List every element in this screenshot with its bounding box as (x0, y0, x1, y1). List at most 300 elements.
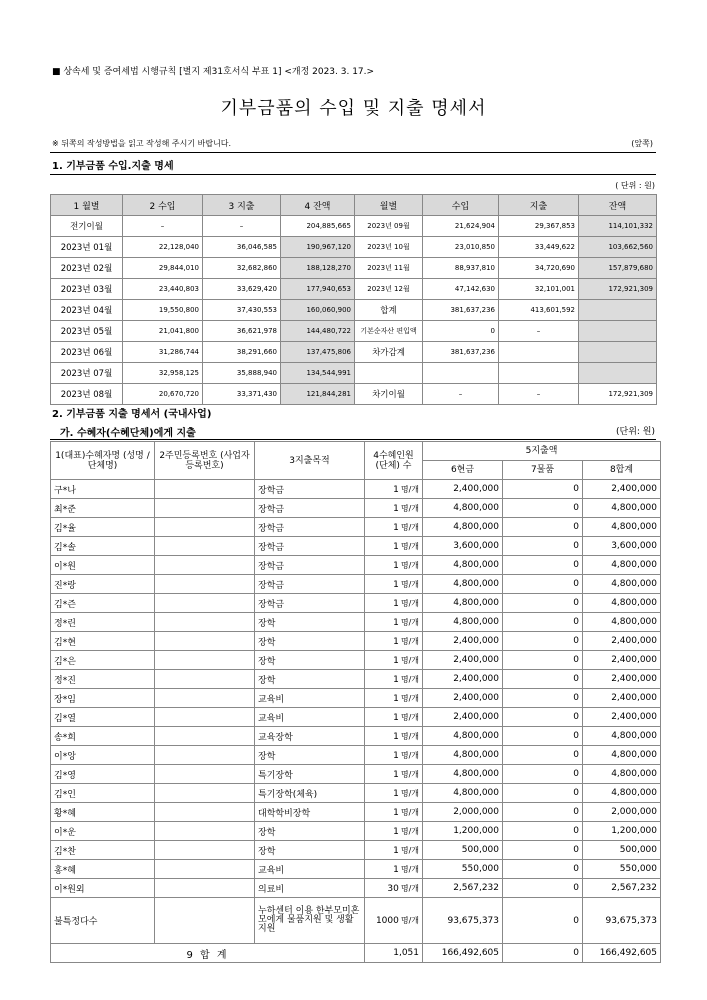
count-unit: 명/개 (400, 788, 419, 798)
table-cell: 불특정다수 (51, 898, 155, 944)
table-cell: 33,371,430 (203, 384, 281, 405)
table-cell: 이*원외 (51, 879, 155, 898)
table-cell: 0 (503, 822, 583, 841)
col-header: 3 지출 (203, 195, 281, 216)
table-cell (579, 342, 657, 363)
table-cell: 장학금 (255, 556, 365, 575)
table-cell: 김*은 (51, 651, 155, 670)
count-value: 1 (393, 484, 399, 495)
table-cell: 31,286,744 (123, 342, 203, 363)
table-cell: 0 (503, 803, 583, 822)
table-cell: 4,800,000 (423, 499, 503, 518)
col-header: 지출 (499, 195, 579, 216)
table-cell: 장학 (255, 632, 365, 651)
table-cell: 4,800,000 (583, 746, 661, 765)
table-cell (365, 518, 423, 537)
table-cell (365, 784, 423, 803)
table-cell: 2,400,000 (583, 651, 661, 670)
recipient-expense-table (50, 441, 661, 963)
table-cell: 2023년 09월 (355, 216, 423, 237)
table-row (51, 279, 657, 300)
table-cell: 3,600,000 (583, 537, 661, 556)
table-cell (365, 765, 423, 784)
total-count: 1,051 (365, 944, 423, 963)
table-cell: 34,720,690 (499, 258, 579, 279)
table-cell (579, 363, 657, 384)
table-cell: 0 (503, 708, 583, 727)
table-cell: 0 (503, 765, 583, 784)
table-cell: 0 (503, 613, 583, 632)
table-cell (155, 632, 255, 651)
table-cell: 32,101,001 (499, 279, 579, 300)
count-value: 1 (393, 674, 399, 685)
count-unit: 명/개 (400, 560, 419, 570)
table-row (51, 803, 661, 822)
table-row (51, 879, 661, 898)
table-cell (155, 803, 255, 822)
table-cell (365, 480, 423, 499)
table-cell: 32,958,125 (123, 363, 203, 384)
table-row (51, 556, 661, 575)
table-cell: 2,400,000 (583, 632, 661, 651)
table-cell: 2,400,000 (423, 670, 503, 689)
table-cell (155, 689, 255, 708)
table-header-row (51, 195, 657, 216)
table-cell: 교육비 (255, 708, 365, 727)
table-cell: 0 (503, 556, 583, 575)
count-value: 1 (393, 731, 399, 742)
table-cell: 김*찬 (51, 841, 155, 860)
count-unit: 명/개 (400, 617, 419, 627)
table-cell: 4,800,000 (583, 518, 661, 537)
count-value: 1 (393, 579, 399, 590)
table-cell: 전기이월 (51, 216, 123, 237)
count-unit: 명/개 (400, 750, 419, 760)
table-cell (155, 518, 255, 537)
col-header-id: 2주민등록번호 (사업자등록번호) (155, 442, 255, 480)
table-cell: 21,624,904 (423, 216, 499, 237)
col-header-amount: 5지출액 (423, 442, 661, 461)
table-cell: 0 (503, 518, 583, 537)
divider (50, 439, 656, 440)
table-cell (365, 499, 423, 518)
table-cell: 2,400,000 (583, 689, 661, 708)
count-unit: 명/개 (400, 484, 419, 494)
table-cell: 2,400,000 (423, 480, 503, 499)
table-cell: 장학금 (255, 594, 365, 613)
table-cell: 의료비 (255, 879, 365, 898)
count-unit: 명/개 (400, 916, 419, 925)
table-cell: 2,400,000 (583, 670, 661, 689)
table-cell: 23,010,850 (423, 237, 499, 258)
table-cell: 4,800,000 (423, 784, 503, 803)
table-cell: 2,400,000 (423, 632, 503, 651)
count-unit: 명/개 (400, 655, 419, 665)
table-row (51, 784, 661, 803)
table-cell (365, 575, 423, 594)
table-cell: 500,000 (423, 841, 503, 860)
table-cell (423, 363, 499, 384)
table-cell (155, 556, 255, 575)
table-cell: 황*혜 (51, 803, 155, 822)
table-cell (365, 556, 423, 575)
form-reference: ■ 상속세 및 증여세법 시행규칙 [별지 제31호서식 부표 1] <개정 2023. 3. 17.> (52, 67, 375, 77)
table-cell: 4,800,000 (583, 727, 661, 746)
table-cell: 2023년 11월 (355, 258, 423, 279)
count-value: 1 (393, 598, 399, 609)
table-cell (365, 822, 423, 841)
table-row (51, 384, 657, 405)
table-cell: 190,967,120 (281, 237, 355, 258)
col-header: 1 월별 (51, 195, 123, 216)
table-cell: 기본순자산 편입액 (355, 321, 423, 342)
count-value: 1 (393, 864, 399, 875)
table-cell (499, 363, 579, 384)
table-cell: 33,449,622 (499, 237, 579, 258)
table-cell: 2,000,000 (423, 803, 503, 822)
count-value: 1 (393, 845, 399, 856)
table-cell: 김*인 (51, 784, 155, 803)
table-cell: 2,567,232 (423, 879, 503, 898)
table-cell (155, 537, 255, 556)
table-cell: 93,675,373 (423, 898, 503, 944)
table-cell: 2023년 01월 (51, 237, 123, 258)
table-cell: 김*율 (51, 518, 155, 537)
col-header: 수입 (423, 195, 499, 216)
table-cell: 장학금 (255, 537, 365, 556)
table-cell: 김*열 (51, 708, 155, 727)
table-cell (155, 841, 255, 860)
col-header: 월별 (355, 195, 423, 216)
count-value: 1 (393, 617, 399, 628)
table-cell: 413,601,592 (499, 300, 579, 321)
table-cell: 4,800,000 (423, 556, 503, 575)
table-cell: 1,200,000 (423, 822, 503, 841)
divider (50, 174, 656, 175)
count-unit: 명/개 (400, 826, 419, 836)
table-cell: 구*나 (51, 480, 155, 499)
table-cell: 장학 (255, 651, 365, 670)
table-cell: 교육비 (255, 689, 365, 708)
table-cell: 4,800,000 (583, 784, 661, 803)
table-cell (365, 727, 423, 746)
count-unit: 명/개 (400, 883, 419, 893)
table-cell: 0 (503, 594, 583, 613)
table-row (51, 651, 661, 670)
table-cell (155, 822, 255, 841)
table-row (51, 765, 661, 784)
table-cell (365, 537, 423, 556)
table-row (51, 727, 661, 746)
table-cell: 0 (503, 879, 583, 898)
divider (50, 152, 656, 153)
table-row (51, 860, 661, 879)
table-row (51, 480, 661, 499)
table-cell (365, 613, 423, 632)
section2-title: 2. 기부금품 지출 명세서 (국내사업) (52, 409, 212, 420)
table-row (51, 689, 661, 708)
count-unit: 명/개 (400, 731, 419, 741)
col-header-name: 1(대표)수혜자명 (성명 / 단체명) (51, 442, 155, 480)
table-cell: 4,800,000 (583, 594, 661, 613)
page-side-label: (앞쪽) (631, 139, 653, 148)
table-row (51, 300, 657, 321)
table-header-row (51, 442, 661, 461)
table-cell: 차가감계 (355, 342, 423, 363)
table-cell: 2023년 05월 (51, 321, 123, 342)
table-cell: – (499, 384, 579, 405)
table-cell: 550,000 (423, 860, 503, 879)
table-cell: 23,440,803 (123, 279, 203, 300)
count-unit: 명/개 (400, 503, 419, 513)
table-cell: 2023년 03월 (51, 279, 123, 300)
count-unit: 명/개 (400, 807, 419, 817)
count-unit: 명/개 (400, 541, 419, 551)
table-cell: 송*희 (51, 727, 155, 746)
count-value: 1 (393, 522, 399, 533)
count-unit: 명/개 (400, 864, 419, 874)
total-label: 9 합 계 (51, 944, 365, 963)
table-row (51, 632, 661, 651)
total-sum: 166,492,605 (583, 944, 661, 963)
table-cell: 0 (423, 321, 499, 342)
table-cell: 172,921,309 (579, 384, 657, 405)
table-cell: 4,800,000 (423, 746, 503, 765)
table-row (51, 575, 661, 594)
table-cell (365, 860, 423, 879)
table-cell: 4,800,000 (583, 765, 661, 784)
table-cell: 550,000 (583, 860, 661, 879)
table-cell: 차기이월 (355, 384, 423, 405)
table-row (51, 613, 661, 632)
table-cell: 0 (503, 860, 583, 879)
table-cell (155, 765, 255, 784)
table-cell: 0 (503, 575, 583, 594)
table-cell (365, 879, 423, 898)
table-cell: 이*원 (51, 556, 155, 575)
table-cell: 장*임 (51, 689, 155, 708)
table-cell: 114,101,332 (579, 216, 657, 237)
table-cell: 29,844,010 (123, 258, 203, 279)
col-header-purpose: 3지출목적 (255, 442, 365, 480)
table-cell: – (423, 384, 499, 405)
table-cell (155, 727, 255, 746)
table-cell (499, 342, 579, 363)
table-row (51, 746, 661, 765)
count-unit: 명/개 (400, 674, 419, 684)
col-header-goods: 7물품 (503, 461, 583, 480)
table-cell: 특기장학 (255, 765, 365, 784)
table-cell (579, 321, 657, 342)
table-cell: 교육비 (255, 860, 365, 879)
count-value: 1 (393, 750, 399, 761)
table-cell: 157,879,680 (579, 258, 657, 279)
count-value: 1 (393, 541, 399, 552)
table-cell (155, 898, 255, 944)
table-cell: 0 (503, 670, 583, 689)
table-cell: 121,844,281 (281, 384, 355, 405)
total-cash: 166,492,605 (423, 944, 503, 963)
count-value: 1 (393, 807, 399, 818)
table-cell (155, 708, 255, 727)
table-cell: 진*랑 (51, 575, 155, 594)
table-cell: 20,670,720 (123, 384, 203, 405)
table-cell (365, 632, 423, 651)
table-cell: 500,000 (583, 841, 661, 860)
table-cell: 2023년 04월 (51, 300, 123, 321)
table-cell: 177,940,653 (281, 279, 355, 300)
col-header: 잔액 (579, 195, 657, 216)
total-row (51, 944, 661, 963)
table-cell (155, 575, 255, 594)
table-cell: 2,400,000 (423, 708, 503, 727)
count-value: 1 (393, 769, 399, 780)
table-cell: 134,544,991 (281, 363, 355, 384)
table-cell: 2,400,000 (423, 651, 503, 670)
table-cell: 0 (503, 499, 583, 518)
table-cell (365, 708, 423, 727)
table-cell: 47,142,630 (423, 279, 499, 300)
table-cell (365, 670, 423, 689)
table-cell: 김*영 (51, 765, 155, 784)
table-cell: 0 (503, 898, 583, 944)
table-cell (365, 898, 423, 944)
table-cell (365, 803, 423, 822)
table-cell: 장학 (255, 822, 365, 841)
table-cell: 장학금 (255, 518, 365, 537)
count-unit: 명/개 (400, 693, 419, 703)
col-header-count: 4수혜인원 (단체) 수 (365, 442, 423, 480)
section2-subtitle: 가. 수혜자(수혜단체)에게 지출 (60, 428, 196, 439)
table-cell: 35,888,940 (203, 363, 281, 384)
table-cell: 2023년 02월 (51, 258, 123, 279)
table-row (51, 216, 657, 237)
count-value: 1 (393, 693, 399, 704)
table-cell (155, 784, 255, 803)
table-row (51, 594, 661, 613)
table-cell: 2023년 12월 (355, 279, 423, 300)
table-row (51, 670, 661, 689)
table-cell: 144,480,722 (281, 321, 355, 342)
table-cell: 홍*혜 (51, 860, 155, 879)
table-cell: 4,800,000 (583, 575, 661, 594)
col-header-total: 8합계 (583, 461, 661, 480)
count-value: 1 (393, 636, 399, 647)
table-cell: 0 (503, 651, 583, 670)
table-cell: 이*운 (51, 822, 155, 841)
table-row (51, 898, 661, 944)
table-cell: 이*앙 (51, 746, 155, 765)
table-row (51, 321, 657, 342)
table-cell: 누하센터 이용 한부모미혼모에게 물품지원 및 생활지원 (255, 898, 365, 944)
table-cell: 4,800,000 (583, 556, 661, 575)
table-cell: 29,367,853 (499, 216, 579, 237)
table-cell: 김*즌 (51, 594, 155, 613)
table-cell: 0 (503, 480, 583, 499)
table-cell: 36,046,585 (203, 237, 281, 258)
count-value: 1 (393, 788, 399, 799)
table-cell: 4,800,000 (423, 575, 503, 594)
total-goods: 0 (503, 944, 583, 963)
table-cell: 103,662,560 (579, 237, 657, 258)
table-cell: 22,128,040 (123, 237, 203, 258)
table-cell: 0 (503, 746, 583, 765)
table-cell: 93,675,373 (583, 898, 661, 944)
table-cell: 최*준 (51, 499, 155, 518)
table-row (51, 537, 661, 556)
table-row (51, 237, 657, 258)
table-cell: 88,937,810 (423, 258, 499, 279)
table-cell: 381,637,236 (423, 300, 499, 321)
count-value: 1 (393, 826, 399, 837)
count-value: 1 (393, 712, 399, 723)
table-row (51, 499, 661, 518)
table-cell (365, 651, 423, 670)
table-cell: 특기장학(체육) (255, 784, 365, 803)
table-cell: 1,200,000 (583, 822, 661, 841)
table-row (51, 822, 661, 841)
table-cell: 0 (503, 727, 583, 746)
table-cell: 장학금 (255, 575, 365, 594)
table-cell: – (123, 216, 203, 237)
col-header-cash: 6현금 (423, 461, 503, 480)
table-cell (155, 499, 255, 518)
table-cell: 2,400,000 (583, 708, 661, 727)
table-cell: 204,885,665 (281, 216, 355, 237)
table-cell: 32,682,860 (203, 258, 281, 279)
count-value: 30 (387, 883, 399, 894)
table-cell: – (203, 216, 281, 237)
table-cell: 4,800,000 (423, 518, 503, 537)
table-cell: 정*린 (51, 613, 155, 632)
table-cell: 2,400,000 (583, 480, 661, 499)
table-cell: 160,060,900 (281, 300, 355, 321)
table-cell (155, 480, 255, 499)
count-unit: 명/개 (400, 522, 419, 532)
table-cell (365, 746, 423, 765)
col-header: 4 잔액 (281, 195, 355, 216)
table-row (51, 708, 661, 727)
table-cell: 장학금 (255, 499, 365, 518)
table-cell (365, 841, 423, 860)
table-cell (155, 594, 255, 613)
table-cell: 4,800,000 (423, 765, 503, 784)
col-header: 2 수입 (123, 195, 203, 216)
table-cell: 정*진 (51, 670, 155, 689)
table-cell: 4,800,000 (423, 613, 503, 632)
table-cell: 188,128,270 (281, 258, 355, 279)
table-cell: 2023년 10월 (355, 237, 423, 258)
table-cell: 172,921,309 (579, 279, 657, 300)
table-cell: 장학 (255, 670, 365, 689)
instruction-note: ※ 뒤쪽의 작성방법을 읽고 작성해 주시기 바랍니다. (52, 139, 232, 148)
count-unit: 명/개 (400, 598, 419, 608)
table-cell: 3,600,000 (423, 537, 503, 556)
table-cell: 37,430,553 (203, 300, 281, 321)
table-cell (365, 594, 423, 613)
income-expense-table (50, 194, 657, 405)
table-cell: 0 (503, 632, 583, 651)
count-value: 1 (393, 655, 399, 666)
section1-unit: ( 단위 : 원) (615, 181, 655, 190)
table-cell: 장학 (255, 613, 365, 632)
table-cell: 381,637,236 (423, 342, 499, 363)
page-title: 기부금품의 수입 및 지출 명세서 (220, 98, 487, 119)
table-cell: 2,000,000 (583, 803, 661, 822)
table-cell: 0 (503, 689, 583, 708)
table-cell (155, 651, 255, 670)
table-cell: 김*솔 (51, 537, 155, 556)
